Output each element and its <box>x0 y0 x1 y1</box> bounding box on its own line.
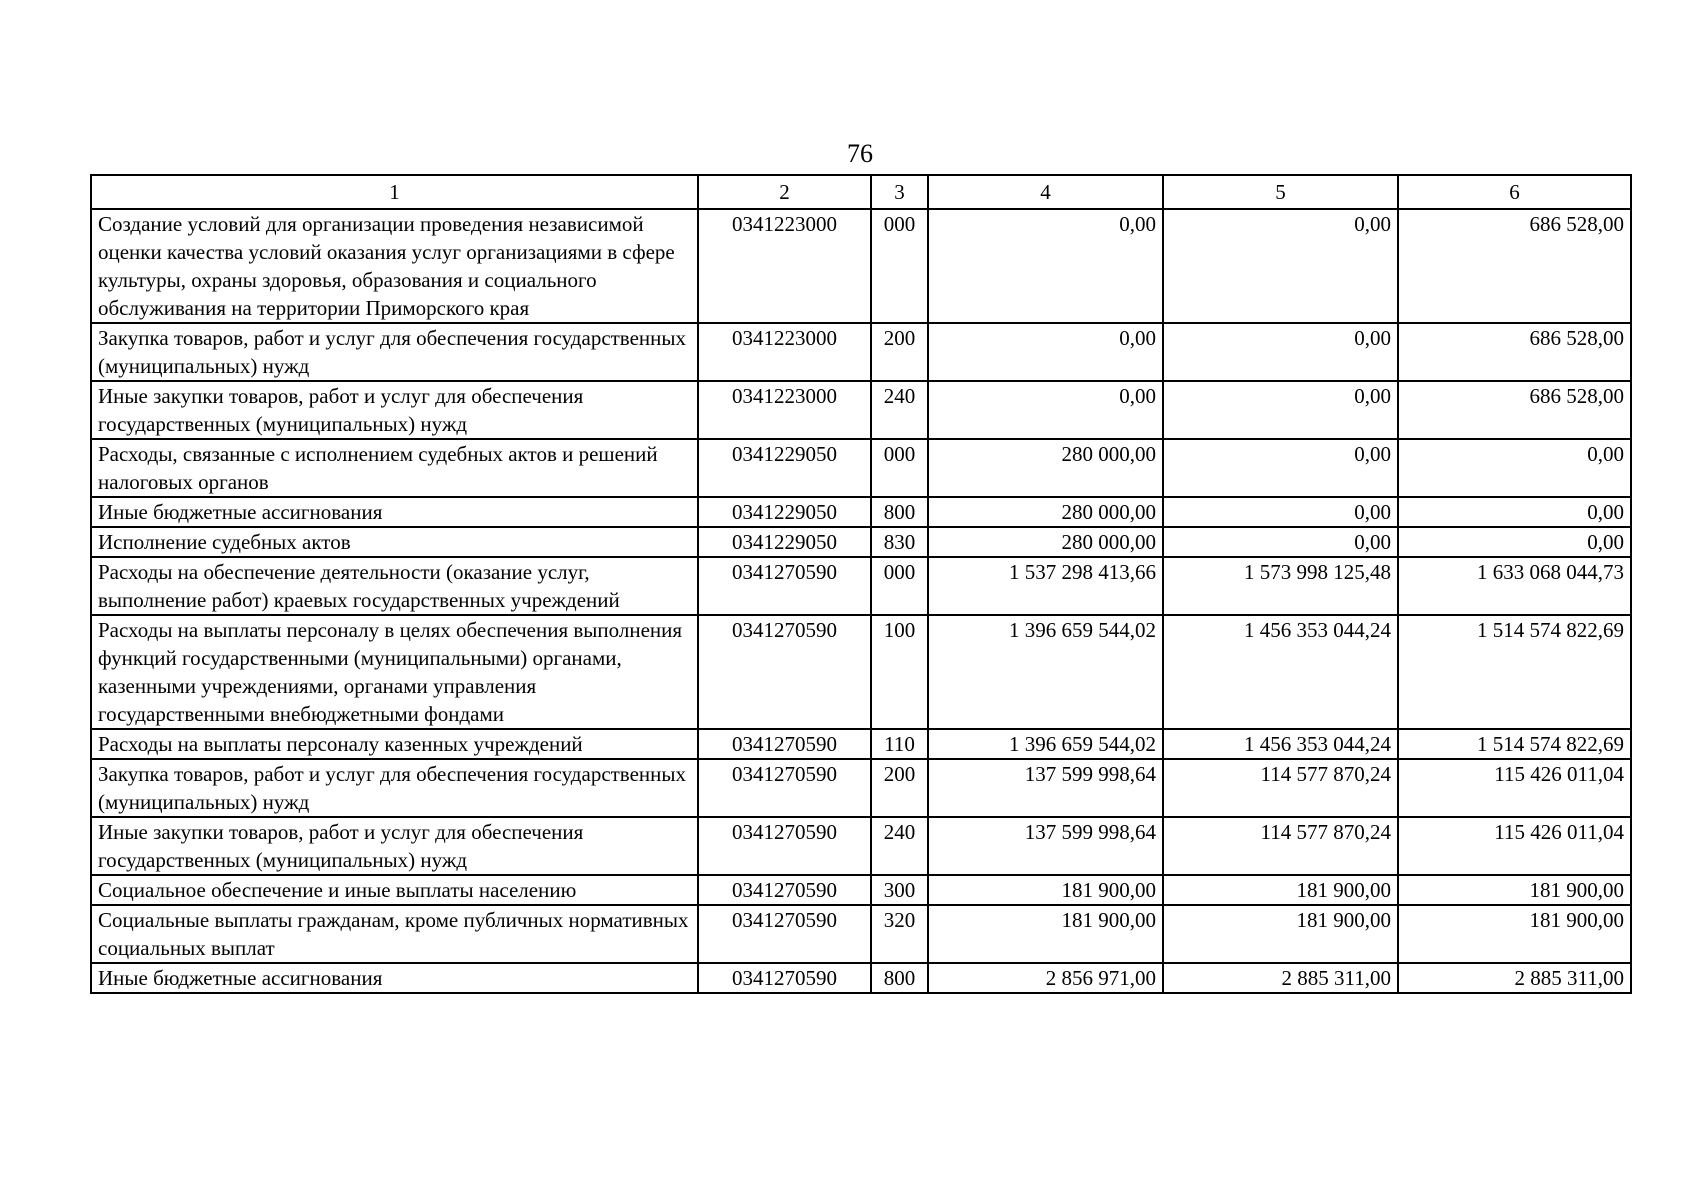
target-article-code: 0341270590 <box>698 759 871 817</box>
column-header: 3 <box>871 175 928 209</box>
amount-col-5: 0,00 <box>1163 497 1398 527</box>
target-article-code: 0341223000 <box>698 209 871 323</box>
amount-col-6: 0,00 <box>1398 497 1631 527</box>
table-row <box>91 817 1631 875</box>
amount-col-6: 181 900,00 <box>1398 875 1631 905</box>
budget-table <box>90 174 1632 994</box>
table-row <box>91 615 1631 729</box>
target-article-code: 0341223000 <box>698 323 871 381</box>
expense-type-code: 800 <box>871 497 928 527</box>
expense-type-code: 240 <box>871 817 928 875</box>
amount-col-4: 280 000,00 <box>928 527 1163 557</box>
amount-col-5: 0,00 <box>1163 323 1398 381</box>
expense-type-code: 100 <box>871 615 928 729</box>
target-article-code: 0341270590 <box>698 875 871 905</box>
expense-name: Закупка товаров, работ и услуг для обеспечения государственных (муниципальных) нужд <box>91 759 698 817</box>
table-row <box>91 209 1631 323</box>
amount-col-5: 2 885 311,00 <box>1163 963 1398 993</box>
amount-col-4: 0,00 <box>928 381 1163 439</box>
page-number: 76 <box>847 139 873 168</box>
amount-col-4: 0,00 <box>928 209 1163 323</box>
amount-col-5: 181 900,00 <box>1163 875 1398 905</box>
table-row <box>91 557 1631 615</box>
expense-name: Иные бюджетные ассигнования <box>91 963 698 993</box>
expense-name: Создание условий для организации проведения независимой оценки качества условий оказания услуг организациями в сфере культуры, охраны здоровья, образования и социального обслуживания на территории Приморского края <box>91 209 698 323</box>
amount-col-6: 181 900,00 <box>1398 905 1631 963</box>
column-header: 6 <box>1398 175 1631 209</box>
amount-col-4: 280 000,00 <box>928 497 1163 527</box>
amount-col-4: 2 856 971,00 <box>928 963 1163 993</box>
target-article-code: 0341270590 <box>698 905 871 963</box>
amount-col-4: 1 396 659 544,02 <box>928 729 1163 759</box>
table-row <box>91 875 1631 905</box>
amount-col-5: 0,00 <box>1163 209 1398 323</box>
header-row <box>91 175 1631 209</box>
expense-name: Исполнение судебных актов <box>91 527 698 557</box>
expense-type-code: 110 <box>871 729 928 759</box>
amount-col-5: 114 577 870,24 <box>1163 817 1398 875</box>
table-row <box>91 527 1631 557</box>
amount-col-6: 0,00 <box>1398 439 1631 497</box>
expense-type-code: 200 <box>871 759 928 817</box>
expense-name: Расходы на выплаты персоналу казенных учреждений <box>91 729 698 759</box>
expense-name: Иные закупки товаров, работ и услуг для обеспечения государственных (муниципальных) нужд <box>91 381 698 439</box>
column-header: 2 <box>698 175 871 209</box>
expense-name: Социальное обеспечение и иные выплаты населению <box>91 875 698 905</box>
target-article-code: 0341229050 <box>698 497 871 527</box>
expense-type-code: 800 <box>871 963 928 993</box>
amount-col-6: 686 528,00 <box>1398 323 1631 381</box>
amount-col-6: 1 514 574 822,69 <box>1398 615 1631 729</box>
amount-col-5: 1 573 998 125,48 <box>1163 557 1398 615</box>
amount-col-6: 2 885 311,00 <box>1398 963 1631 993</box>
amount-col-4: 1 537 298 413,66 <box>928 557 1163 615</box>
expense-type-code: 320 <box>871 905 928 963</box>
expense-name: Иные закупки товаров, работ и услуг для обеспечения государственных (муниципальных) нужд <box>91 817 698 875</box>
amount-col-4: 1 396 659 544,02 <box>928 615 1163 729</box>
expense-type-code: 830 <box>871 527 928 557</box>
expense-type-code: 300 <box>871 875 928 905</box>
expense-type-code: 200 <box>871 323 928 381</box>
target-article-code: 0341270590 <box>698 615 871 729</box>
amount-col-6: 115 426 011,04 <box>1398 759 1631 817</box>
target-article-code: 0341270590 <box>698 557 871 615</box>
target-article-code: 0341270590 <box>698 729 871 759</box>
expense-type-code: 000 <box>871 557 928 615</box>
amount-col-6: 1 514 574 822,69 <box>1398 729 1631 759</box>
amount-col-5: 114 577 870,24 <box>1163 759 1398 817</box>
table-row <box>91 381 1631 439</box>
expense-name: Закупка товаров, работ и услуг для обеспечения государственных (муниципальных) нужд <box>91 323 698 381</box>
amount-col-4: 137 599 998,64 <box>928 817 1163 875</box>
expense-name: Расходы на выплаты персоналу в целях обеспечения выполнения функций государственными (муниципальными) органами, казенными учреждениями, органами управления государственными внебюджетными фондами <box>91 615 698 729</box>
amount-col-5: 181 900,00 <box>1163 905 1398 963</box>
amount-col-5: 1 456 353 044,24 <box>1163 729 1398 759</box>
expense-name: Расходы на обеспечение деятельности (оказание услуг, выполнение работ) краевых государственных учреждений <box>91 557 698 615</box>
amount-col-4: 137 599 998,64 <box>928 759 1163 817</box>
expense-type-code: 000 <box>871 209 928 323</box>
amount-col-4: 280 000,00 <box>928 439 1163 497</box>
amount-col-6: 1 633 068 044,73 <box>1398 557 1631 615</box>
amount-col-6: 686 528,00 <box>1398 209 1631 323</box>
target-article-code: 0341270590 <box>698 817 871 875</box>
column-header: 1 <box>91 175 698 209</box>
table-row <box>91 729 1631 759</box>
table-row <box>91 905 1631 963</box>
column-header: 5 <box>1163 175 1398 209</box>
table-row <box>91 759 1631 817</box>
table-row <box>91 439 1631 497</box>
amount-col-5: 0,00 <box>1163 439 1398 497</box>
target-article-code: 0341270590 <box>698 963 871 993</box>
amount-col-5: 0,00 <box>1163 381 1398 439</box>
target-article-code: 0341229050 <box>698 527 871 557</box>
target-article-code: 0341223000 <box>698 381 871 439</box>
target-article-code: 0341229050 <box>698 439 871 497</box>
amount-col-6: 0,00 <box>1398 527 1631 557</box>
table-row <box>91 963 1631 993</box>
amount-col-6: 686 528,00 <box>1398 381 1631 439</box>
amount-col-4: 181 900,00 <box>928 875 1163 905</box>
amount-col-4: 0,00 <box>928 323 1163 381</box>
table-row <box>91 323 1631 381</box>
expense-type-code: 000 <box>871 439 928 497</box>
amount-col-5: 1 456 353 044,24 <box>1163 615 1398 729</box>
expense-type-code: 240 <box>871 381 928 439</box>
table-row <box>91 497 1631 527</box>
amount-col-5: 0,00 <box>1163 527 1398 557</box>
amount-col-4: 181 900,00 <box>928 905 1163 963</box>
expense-name: Расходы, связанные с исполнением судебных актов и решений налоговых органов <box>91 439 698 497</box>
amount-col-6: 115 426 011,04 <box>1398 817 1631 875</box>
expense-name: Социальные выплаты гражданам, кроме публичных нормативных социальных выплат <box>91 905 698 963</box>
expense-name: Иные бюджетные ассигнования <box>91 497 698 527</box>
column-header: 4 <box>928 175 1163 209</box>
